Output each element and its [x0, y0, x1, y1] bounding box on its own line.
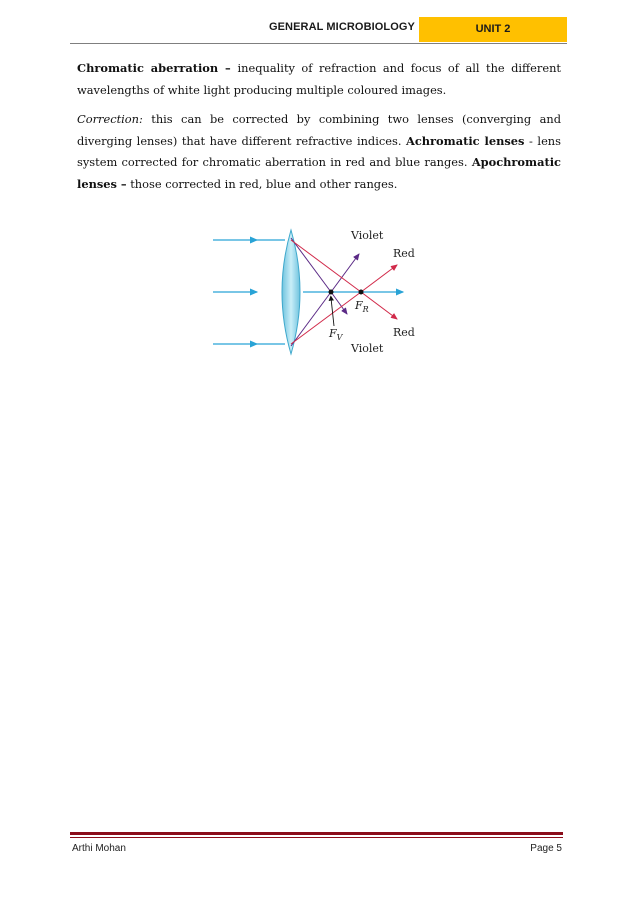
definition-text: inequality of refraction and focus of all the different wavelengths of white light producing multiple coloured images.	[77, 61, 561, 97]
term-chromatic-aberration: Chromatic aberration	[77, 61, 219, 75]
correction-text-3: those corrected in red, blue and other ranges.	[126, 176, 398, 191]
label-violet-bottom: Violet	[351, 342, 384, 355]
violet-ray-out-bottom	[331, 292, 347, 314]
header-divider	[70, 43, 567, 44]
label-focus-red: $F_R$	[355, 299, 369, 314]
header-unit-badge: UNIT 2	[419, 17, 567, 42]
label-red-bottom: Red	[393, 326, 415, 339]
focal-point-violet	[329, 290, 334, 295]
footer-rule-thin	[70, 837, 563, 838]
term-apochromatic-lenses: Apochromatic lenses –	[77, 155, 561, 191]
label-violet-top: Violet	[351, 229, 384, 242]
focal-point-red	[359, 290, 364, 295]
paragraph-correction	[77, 109, 561, 195]
footer-author: Arthi Mohan	[72, 843, 126, 854]
label-red-top: Red	[393, 247, 415, 260]
footer-page-number: Page 5	[530, 843, 562, 854]
body-content	[77, 58, 561, 203]
header-title: GENERAL MICROBIOLOGY	[268, 21, 415, 33]
term-achromatic-lenses: Achromatic lenses	[406, 133, 525, 148]
correction-text-2: - lens system corrected for chromatic aberration in red and blue ranges.	[77, 133, 561, 169]
term-dash: –	[218, 61, 238, 75]
label-focus-violet: $F_V$	[329, 327, 343, 342]
correction-label: Correction:	[77, 112, 143, 126]
paragraph-chromatic-aberration	[77, 58, 561, 101]
page-header	[70, 17, 567, 42]
convex-lens	[282, 230, 300, 354]
red-ray-out-top	[361, 265, 397, 292]
footer-rule-thick	[70, 832, 563, 835]
correction-text-1: this can be corrected by combining two lenses (converging and diverging lenses) that have different refractive indices.	[77, 112, 561, 148]
red-ray-from-bottom	[291, 292, 361, 344]
chromatic-aberration-diagram	[213, 222, 418, 360]
